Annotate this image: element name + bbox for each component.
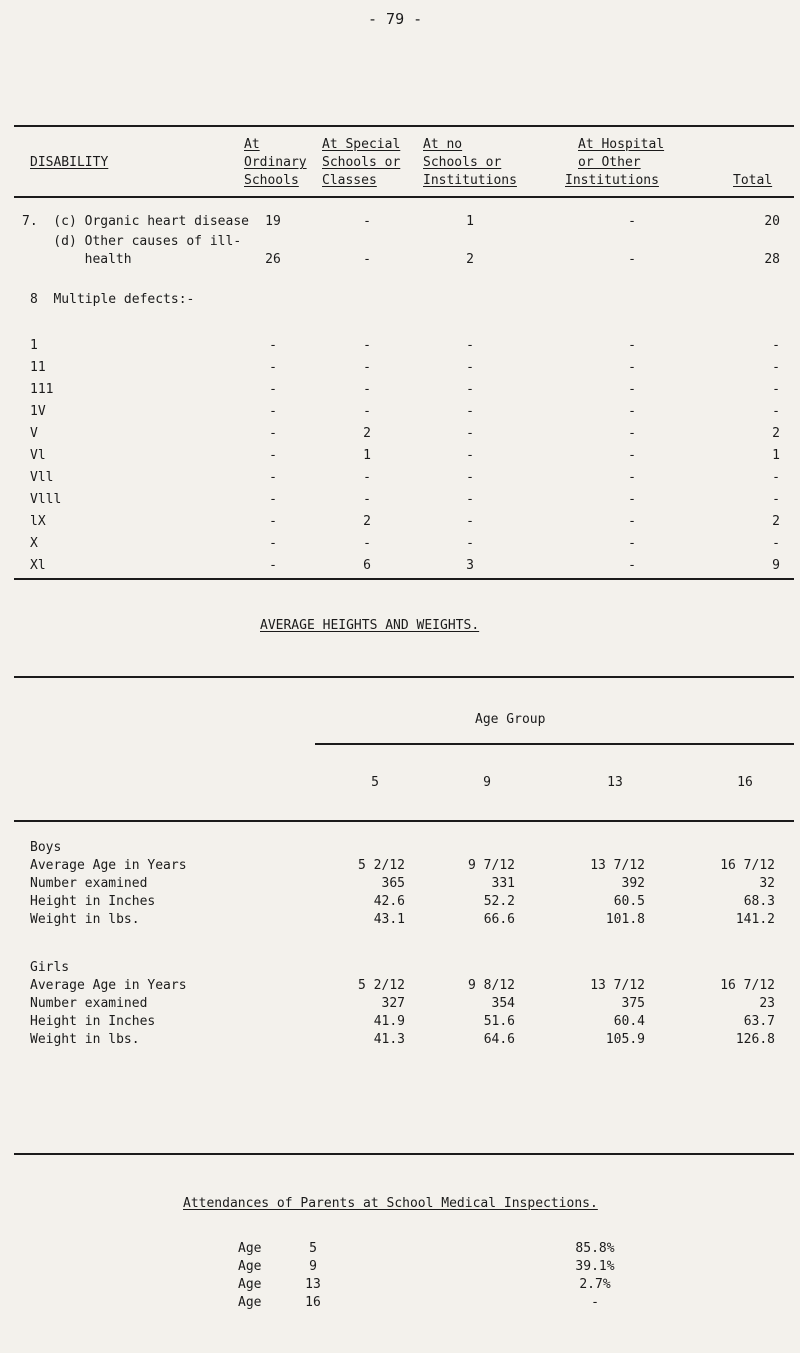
hw-row-label: Number examined [30, 996, 148, 1011]
header-col-total: Total [733, 173, 773, 188]
header-disability: DISABILITY [30, 155, 109, 170]
hw-row-value: 43.1 [373, 912, 405, 927]
row-value: - [772, 404, 780, 419]
row-label: lX [30, 514, 46, 529]
hw-row-value: 64.6 [483, 1032, 515, 1047]
attendance-label: Age [238, 1295, 262, 1310]
hw-row-value: 365 [381, 876, 405, 891]
row-value: 6 [363, 558, 371, 573]
row-value: 1 [363, 448, 371, 463]
row-value: - [269, 404, 277, 419]
attendance-label: Age [238, 1277, 262, 1292]
row-label: Vl [30, 448, 46, 463]
top-rule [14, 125, 794, 127]
row-value: - [772, 470, 780, 485]
row-value: - [628, 558, 636, 573]
row-value: - [269, 382, 277, 397]
hw-row-value: 105.9 [605, 1032, 645, 1047]
attendance-age: 9 [309, 1259, 317, 1274]
row-value: - [269, 558, 277, 573]
attendance-value: 39.1% [575, 1259, 615, 1274]
attendance-value: 85.8% [575, 1241, 615, 1256]
row-value: - [363, 536, 371, 551]
hw-row-value: 13 7/12 [590, 978, 645, 993]
attendance-label: Age [238, 1259, 262, 1274]
row-value: - [363, 404, 371, 419]
row-value: - [466, 404, 474, 419]
hw-top-rule [14, 676, 794, 678]
row-value: - [466, 448, 474, 463]
hw-row-value: 66.6 [483, 912, 515, 927]
hw-row-value: 68.3 [743, 894, 775, 909]
row-value: 1 [772, 448, 780, 463]
row-value: - [269, 426, 277, 441]
row-value: - [269, 470, 277, 485]
attendance-title: Attendances of Parents at School Medical Inspections. [183, 1196, 598, 1211]
row-value: - [466, 536, 474, 551]
hw-row-value: 354 [491, 996, 515, 1011]
row-value: - [269, 536, 277, 551]
row-value: - [466, 382, 474, 397]
row-value: 2 [772, 514, 780, 529]
row-label: 111 [30, 382, 54, 397]
row-value: - [772, 360, 780, 375]
row-value: - [628, 448, 636, 463]
row-value: 2 [772, 426, 780, 441]
row-label: Vlll [30, 492, 62, 507]
row-label: Vll [30, 470, 54, 485]
hw-row-label: Average Age in Years [30, 978, 187, 993]
row-value: - [772, 492, 780, 507]
attendance-label: Age [238, 1241, 262, 1256]
hw-row-value: 41.3 [373, 1032, 405, 1047]
row-value: - [772, 536, 780, 551]
row-value: - [269, 492, 277, 507]
row-label: 1V [30, 404, 46, 419]
hw-row-value: 141.2 [735, 912, 775, 927]
section-heading: Boys [30, 840, 62, 855]
hw-row-label: Weight in lbs. [30, 1032, 140, 1047]
row-value: 3 [466, 558, 474, 573]
row-label: X [30, 536, 38, 551]
age-group-rule [315, 743, 794, 745]
hw-row-value: 16 7/12 [720, 858, 775, 873]
row-value: 9 [772, 558, 780, 573]
row-value: - [628, 426, 636, 441]
hw-bottom-rule [14, 1153, 794, 1155]
row-label: 11 [30, 360, 46, 375]
row-value: - [269, 448, 277, 463]
hw-row-value: 5 2/12 [358, 978, 405, 993]
row-value: - [772, 338, 780, 353]
row-label: 1 [30, 338, 38, 353]
hw-row-value: 60.5 [613, 894, 645, 909]
row-value: 2 [363, 426, 371, 441]
hw-row-value: 331 [491, 876, 515, 891]
table-bottom-rule [14, 578, 794, 580]
row-value: - [363, 492, 371, 507]
row-value: - [363, 382, 371, 397]
hw-title: AVERAGE HEIGHTS AND WEIGHTS. [260, 618, 480, 633]
hw-row-label: Height in Inches [30, 894, 156, 909]
row-value: - [363, 338, 371, 353]
hw-row-label: Height in Inches [30, 1014, 156, 1029]
row-value: - [772, 382, 780, 397]
row-value: - [269, 338, 277, 353]
hw-row-value: 327 [381, 996, 405, 1011]
hw-row-label: Weight in lbs. [30, 912, 140, 927]
hw-header-rule [14, 820, 794, 822]
attendance-age: 16 [305, 1295, 321, 1310]
row-value: - [628, 492, 636, 507]
hw-row-value: 63.7 [743, 1014, 775, 1029]
age-group-label: Age Group [475, 712, 546, 727]
hw-row-value: 52.2 [483, 894, 515, 909]
hw-row-value: 60.4 [613, 1014, 645, 1029]
row-value: 2 [363, 514, 371, 529]
hw-row-label: Average Age in Years [30, 858, 187, 873]
hw-row-value: 5 2/12 [358, 858, 405, 873]
row-value: - [628, 470, 636, 485]
hw-row-value: 101.8 [605, 912, 645, 927]
attendance-age: 13 [305, 1277, 321, 1292]
hw-row-value: 16 7/12 [720, 978, 775, 993]
row-value: - [628, 514, 636, 529]
row-value: - [628, 536, 636, 551]
hw-row-value: 41.9 [373, 1014, 405, 1029]
hw-row-value: 42.6 [373, 894, 405, 909]
row-value: - [269, 360, 277, 375]
hw-row-value: 9 7/12 [468, 858, 515, 873]
attendance-value: 2.7% [579, 1277, 611, 1292]
row-value: - [628, 360, 636, 375]
hw-row-value: 32 [759, 876, 775, 891]
row-value: - [363, 470, 371, 485]
hw-row-value: 13 7/12 [590, 858, 645, 873]
row-label: Xl [30, 558, 46, 573]
row-value: - [363, 360, 371, 375]
row-value: - [628, 338, 636, 353]
row-value: - [466, 514, 474, 529]
row-value: - [466, 360, 474, 375]
section-heading: Girls [30, 960, 70, 975]
row-value: - [466, 426, 474, 441]
row-value: - [466, 492, 474, 507]
row-value: - [466, 470, 474, 485]
hw-row-value: 375 [621, 996, 645, 1011]
hw-row-value: 126.8 [735, 1032, 775, 1047]
attendance-value: - [591, 1295, 599, 1310]
header-rule [14, 196, 794, 198]
row-value: - [628, 404, 636, 419]
hw-row-label: Number examined [30, 876, 148, 891]
row-value: - [269, 514, 277, 529]
row-label: V [30, 426, 38, 441]
row-value: - [466, 338, 474, 353]
hw-row-value: 23 [759, 996, 775, 1011]
hw-row-value: 9 8/12 [468, 978, 515, 993]
attendance-age: 5 [309, 1241, 317, 1256]
hw-row-value: 392 [621, 876, 645, 891]
hw-row-value: 51.6 [483, 1014, 515, 1029]
row-value: - [628, 382, 636, 397]
page-number: - 79 - [368, 10, 423, 28]
